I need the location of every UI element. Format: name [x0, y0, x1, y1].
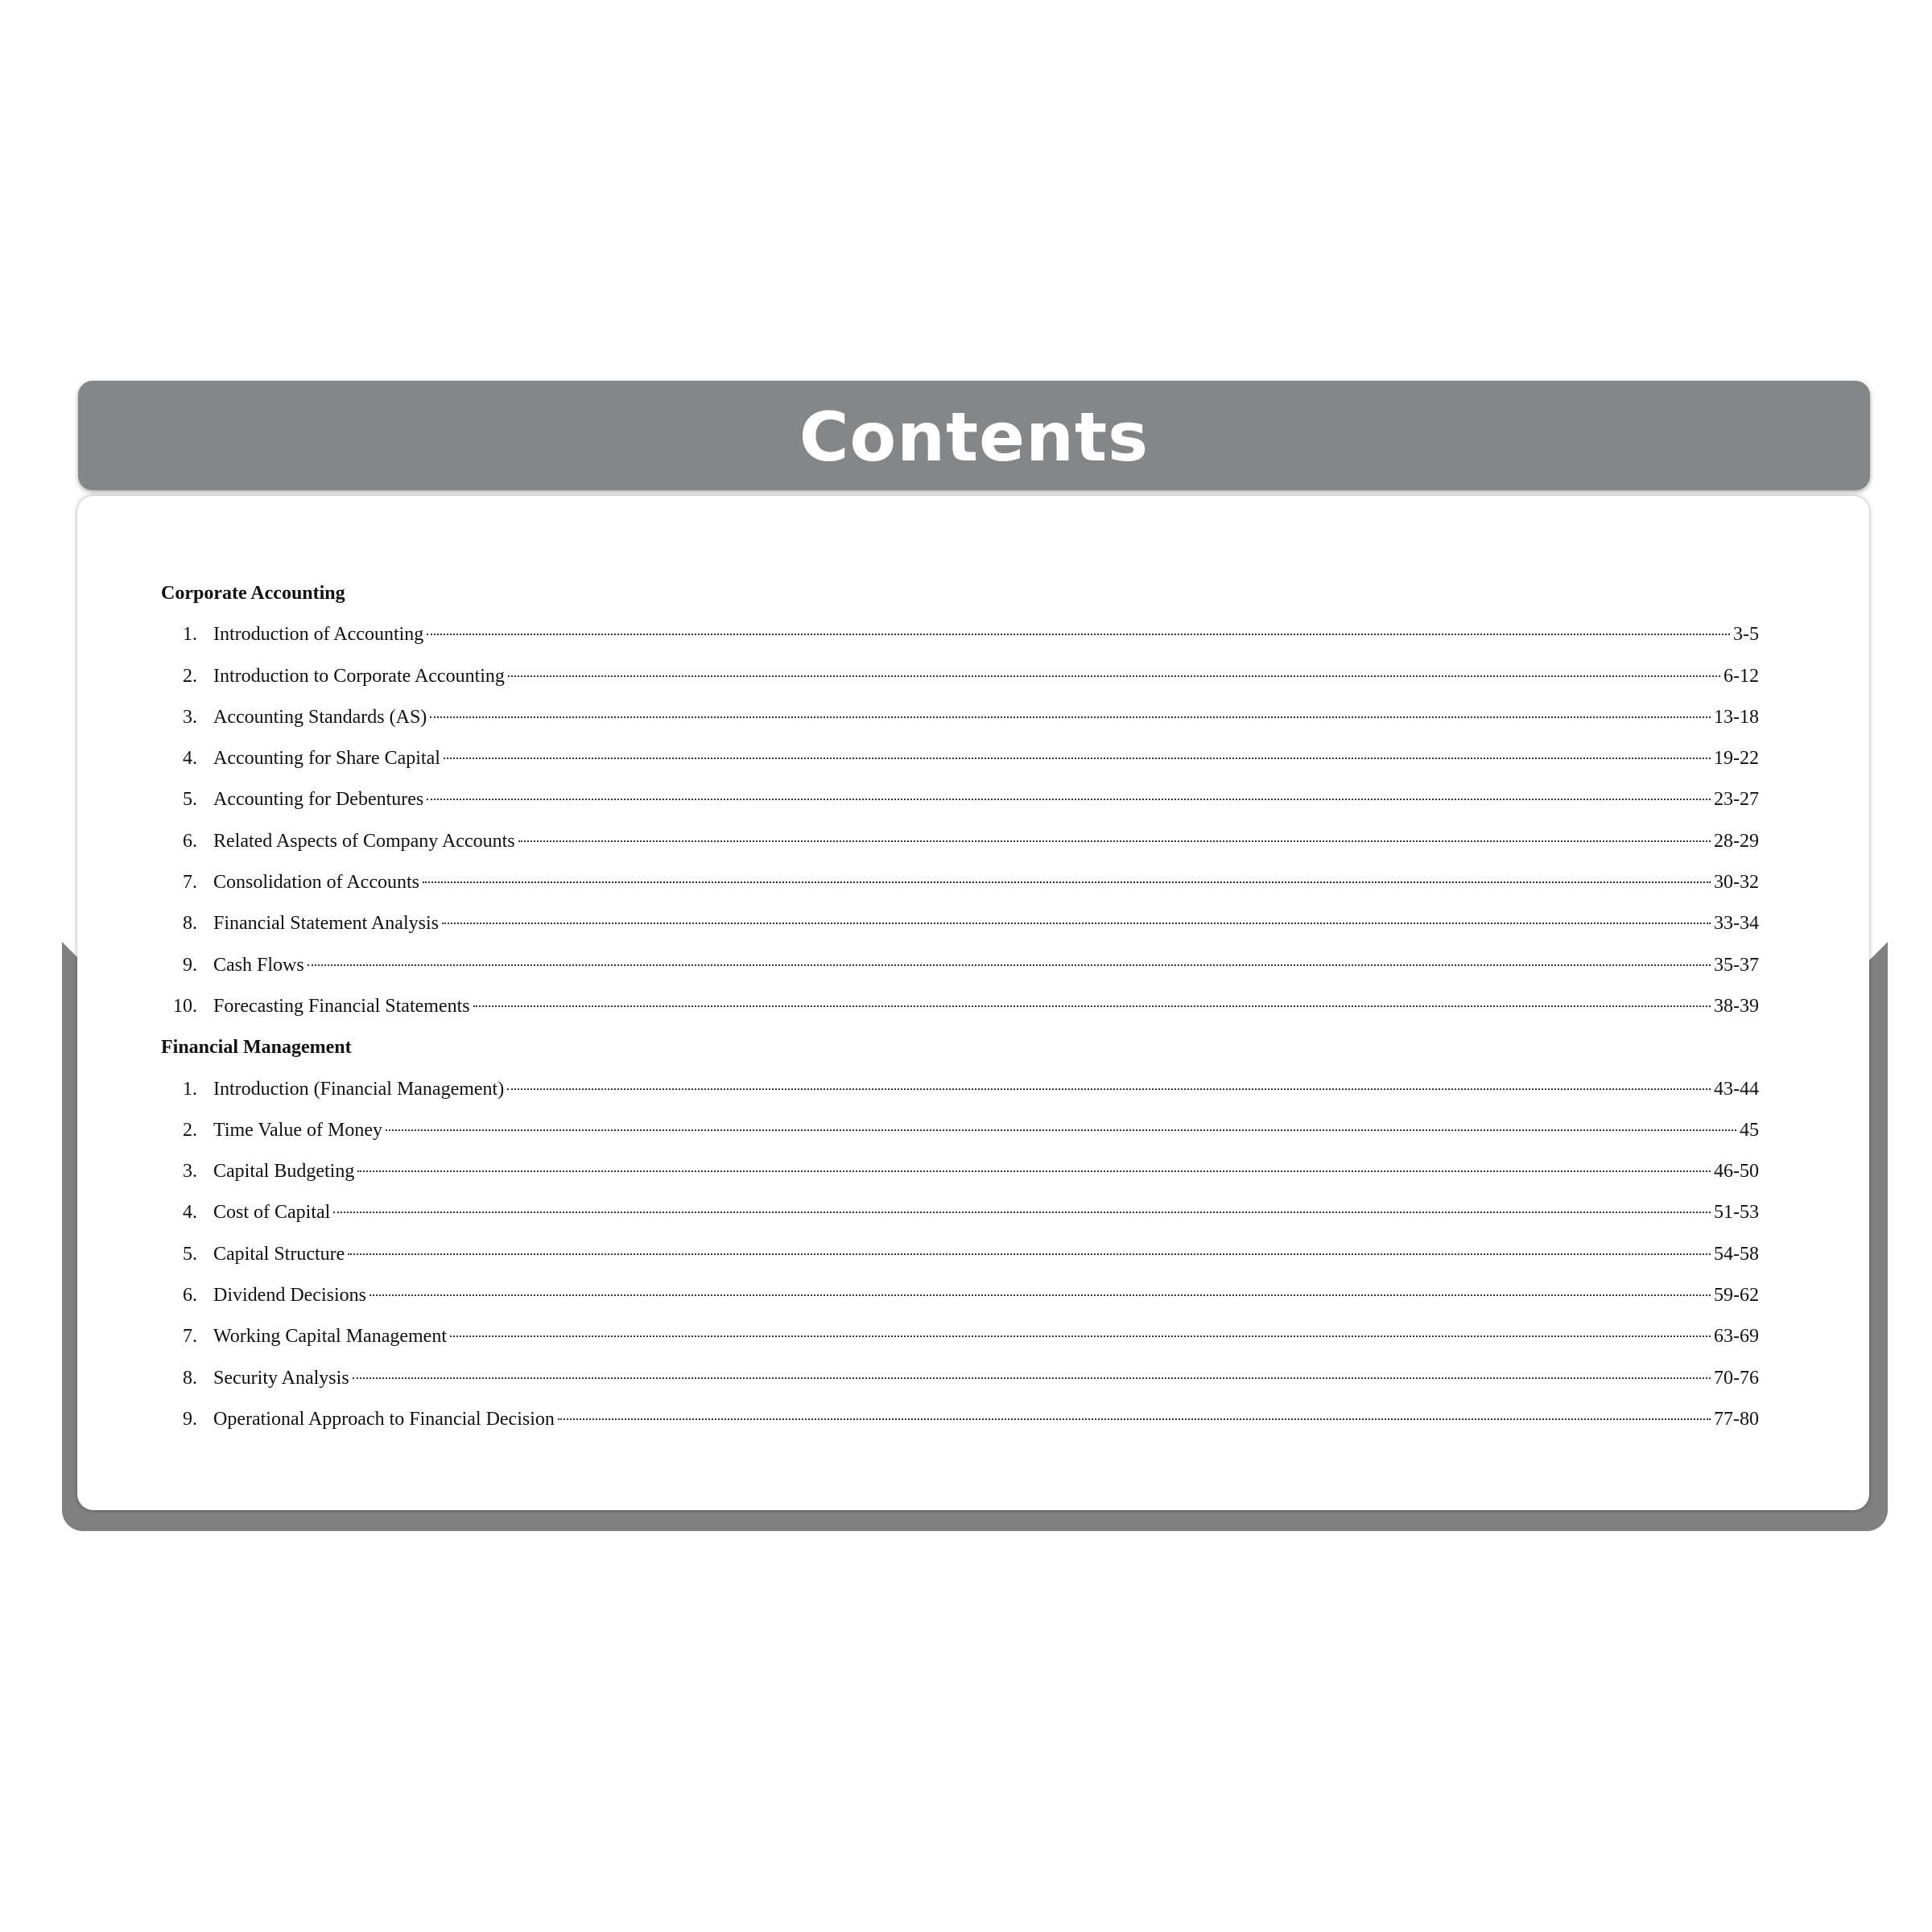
toc-entry[interactable]: [161, 1192, 1759, 1233]
entry-number: 3.: [183, 1161, 197, 1183]
entry-page-range: 19-22: [1714, 748, 1759, 770]
dot-leader: [348, 1253, 1711, 1255]
entry-number: 10.: [173, 995, 197, 1017]
entry-page-range: 45: [1740, 1119, 1759, 1141]
dot-leader: [558, 1418, 1711, 1420]
dot-leader: [430, 716, 1711, 718]
entry-title: Consolidation of Accounts: [213, 872, 419, 894]
toc-entry[interactable]: [161, 1275, 1759, 1316]
dot-leader: [427, 799, 1711, 800]
entry-title: Accounting Standards (AS): [213, 706, 427, 728]
toc-entry[interactable]: [161, 862, 1759, 903]
entry-number: 2.: [183, 1119, 197, 1141]
entry-number: 6.: [183, 1285, 197, 1307]
entry-title: Financial Statement Analysis: [213, 913, 439, 935]
page-title: Contents: [799, 398, 1150, 477]
entry-number: 4.: [183, 748, 197, 770]
entry-title: Capital Structure: [213, 1243, 345, 1265]
entry-page-range: 46-50: [1714, 1161, 1759, 1183]
entry-number: 6.: [183, 830, 197, 852]
toc-entry[interactable]: [161, 821, 1759, 862]
dot-leader: [473, 1005, 1711, 1007]
dot-leader: [450, 1335, 1711, 1337]
toc-entry[interactable]: [161, 1110, 1759, 1151]
entry-title: Capital Budgeting: [213, 1161, 355, 1183]
dot-leader: [333, 1212, 1711, 1213]
section-heading: Financial Management: [161, 1037, 352, 1059]
section-heading: Corporate Accounting: [161, 583, 345, 604]
entry-title: Introduction to Corporate Accounting: [213, 665, 505, 687]
entry-title: Operational Approach to Financial Decision: [213, 1408, 555, 1430]
entry-number: 7.: [183, 1326, 197, 1348]
entry-title: Cash Flows: [213, 954, 304, 976]
entry-page-range: 30-32: [1714, 872, 1759, 894]
dot-leader: [386, 1129, 1736, 1131]
toc-entry[interactable]: [161, 903, 1759, 944]
toc-entry[interactable]: [161, 986, 1759, 1027]
entry-number: 3.: [183, 706, 197, 728]
entry-title: Cost of Capital: [213, 1202, 331, 1224]
dot-leader: [427, 634, 1730, 635]
toc-entry[interactable]: [161, 656, 1759, 697]
contents-header-bar: [78, 381, 1870, 490]
entry-title: Working Capital Management: [213, 1326, 447, 1348]
toc-entry[interactable]: [161, 738, 1759, 779]
entry-number: 5.: [183, 1243, 197, 1265]
toc-entry[interactable]: [161, 1069, 1759, 1110]
entry-title: Accounting for Share Capital: [213, 748, 440, 770]
entry-page-range: 54-58: [1714, 1243, 1759, 1265]
toc-entry[interactable]: [161, 1151, 1759, 1192]
entry-page-range: 59-62: [1714, 1285, 1759, 1307]
dot-leader: [357, 1170, 1711, 1172]
entry-page-range: 23-27: [1714, 789, 1759, 811]
entry-page-range: 6-12: [1724, 665, 1759, 687]
toc-entry[interactable]: [161, 1316, 1759, 1357]
entry-number: 5.: [183, 789, 197, 811]
entry-number: 1.: [183, 1078, 197, 1100]
table-of-contents: [161, 573, 1759, 1440]
dot-leader: [369, 1294, 1711, 1296]
entry-number: 8.: [183, 1367, 197, 1389]
entry-number: 7.: [183, 872, 197, 894]
toc-entry[interactable]: [161, 779, 1759, 820]
entry-page-range: 51-53: [1714, 1202, 1759, 1224]
dot-leader: [518, 840, 1711, 842]
entry-page-range: 33-34: [1714, 913, 1759, 935]
toc-entry[interactable]: [161, 614, 1759, 655]
entry-number: 9.: [183, 954, 197, 976]
dot-leader: [444, 758, 1711, 759]
entry-page-range: 77-80: [1714, 1408, 1759, 1430]
dot-leader: [507, 1088, 1711, 1090]
entry-page-range: 43-44: [1714, 1078, 1759, 1100]
dot-leader: [508, 675, 1720, 677]
dot-leader: [442, 923, 1711, 924]
entry-number: 8.: [183, 913, 197, 935]
entry-title: Dividend Decisions: [213, 1285, 366, 1307]
entry-page-range: 3-5: [1733, 624, 1759, 646]
entry-page-range: 38-39: [1714, 995, 1759, 1017]
dot-leader: [353, 1377, 1711, 1379]
entry-page-range: 13-18: [1714, 706, 1759, 728]
toc-entry[interactable]: [161, 1234, 1759, 1275]
entry-number: 9.: [183, 1408, 197, 1430]
toc-entry[interactable]: [161, 945, 1759, 986]
entry-number: 1.: [183, 624, 197, 646]
entry-number: 2.: [183, 665, 197, 687]
entry-title: Accounting for Debentures: [213, 789, 424, 811]
entry-page-range: 70-76: [1714, 1367, 1759, 1389]
dot-leader: [308, 964, 1711, 966]
entry-title: Forecasting Financial Statements: [213, 995, 470, 1017]
toc-entry[interactable]: [161, 1399, 1759, 1440]
entry-page-range: 35-37: [1714, 954, 1759, 976]
entry-title: Related Aspects of Company Accounts: [213, 830, 515, 852]
entry-number: 4.: [183, 1202, 197, 1224]
toc-entry[interactable]: [161, 697, 1759, 738]
entry-page-range: 28-29: [1714, 830, 1759, 852]
entry-title: Introduction (Financial Management): [213, 1078, 505, 1100]
toc-entry[interactable]: [161, 1358, 1759, 1399]
entry-title: Time Value of Money: [213, 1119, 382, 1141]
dot-leader: [423, 881, 1711, 883]
entry-title: Security Analysis: [213, 1367, 349, 1389]
entry-title: Introduction of Accounting: [213, 624, 424, 646]
entry-page-range: 63-69: [1714, 1326, 1759, 1348]
